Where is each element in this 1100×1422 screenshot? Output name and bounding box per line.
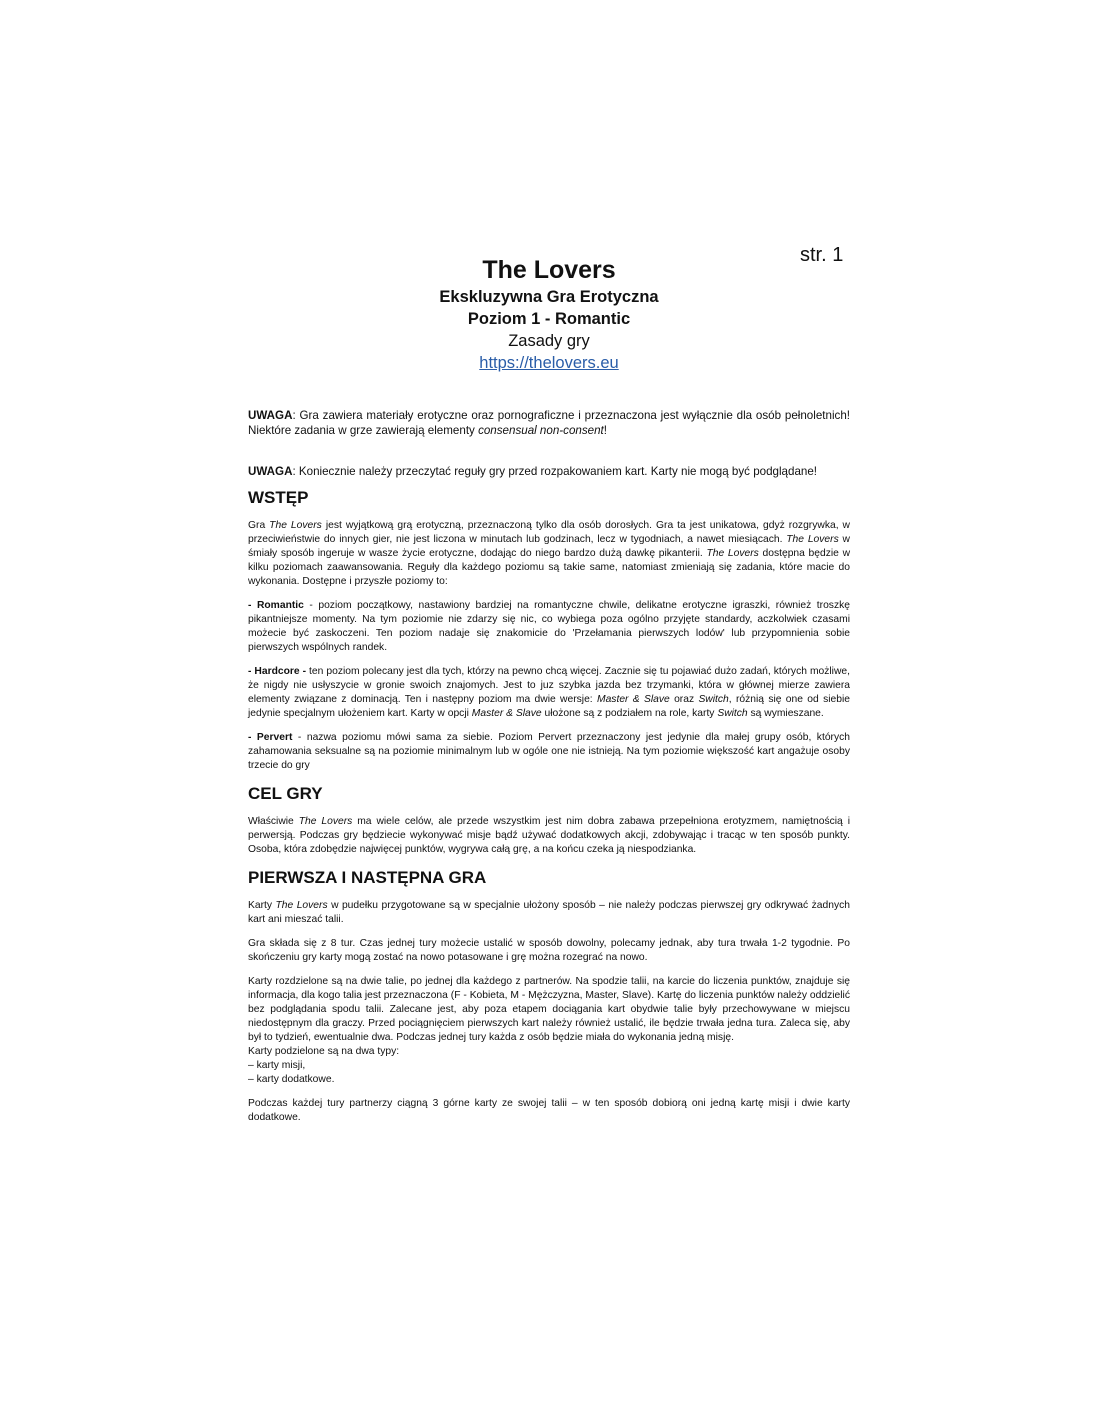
list-item: – karty dodatkowe. bbox=[248, 1074, 335, 1085]
text: Karty bbox=[248, 900, 276, 911]
text: Właściwie bbox=[248, 816, 299, 827]
card-types-list bbox=[248, 1045, 850, 1087]
text: ułożone są z podziałem na role, karty bbox=[541, 708, 718, 719]
game-name: The Lovers bbox=[298, 816, 353, 827]
decks-paragraph: Karty rozdzielone są na dwie talie, po jednej dla każdego z partnerów. Na spodzie talii, na karcie do liczenia punktów, znajduje się informacja, dla kogo talia jest przeznaczona (F - Kobieta, M - Mężczyzna, Master, Slave). Kartę do liczenia punktów należy oddzielić bez podglądania spodu talii. Zalecane jest, aby poza etapem dociągania kart obydwie talie były przechowywane w miejscu niedostępnym dla graczy. Przed pociągnięciem pierwszych kart należy również ustalić, ile będzie trwała jedna tura. Zaleca się, aby był to tydzień, ewentualnie dwa. Podczas jednej tury każda z osób będzie miała do wykonania jedną misję. bbox=[248, 976, 850, 1043]
level-romantic bbox=[248, 599, 850, 655]
level-hardcore bbox=[248, 665, 850, 721]
level-label: - Romantic bbox=[248, 600, 304, 611]
game-name: The Lovers bbox=[275, 900, 328, 911]
rules-label: Zasady gry bbox=[508, 332, 590, 350]
text: dostępna będzie w kilku poziomach zaawansowania. Reguły dla każdego poziomu są takie same, natomiast zmieniają się zadania, które macie do wykonania. Dostępne i przyszłe poziomy to: bbox=[248, 548, 851, 587]
text: - nazwa poziomu mówi sama za siebie. Poziom Pervert przeznaczony jest jedynie dla małej grupy osób, których zahamowania seksualne są na poziomie minimalnym lub w ogóle one nie istnieją. Na tym poziomie większość kart angażuje osoby trzecie do gry bbox=[248, 732, 850, 771]
level-subtitle: Poziom 1 - Romantic bbox=[467, 310, 631, 328]
warning-read-rules bbox=[248, 464, 850, 479]
text: jest wyjątkową grą erotyczną, przeznaczoną tylko dla osób dorosłych. Gra ta jest unikatowa, gdyż rozgrywka, w przeciwieństwie do innych gier, nie jest liczona w minutach lub godzinach, lecz w tygodniach, a nawet miesiącach. bbox=[248, 520, 850, 545]
text: - poziom początkowy, nastawiony bardziej na romantyczne chwile, delikatne erotyczne igraszki, również troszkę pikantniejsze momenty. Na tym poziomie nie zdarzy się nic, co wybiega poza ogólno przyjęte standardy, aczkolwiek czasami możecie być zaskoczeni. Ten poziom nadaje się znakomicie do 'Przełamania pierwszych lodów' lub przypomnienia sobie pierwszych wspólnych randek. bbox=[248, 600, 850, 653]
card-types-intro: Karty podzielone są na dwa typy: bbox=[248, 1046, 400, 1057]
warning-text: ! bbox=[603, 424, 607, 437]
text: ma wiele celów, ale przede wszystkim jest nim dobra zabawa przepełniona erotyzmem, namiętnością i perwersją. Podczas gry będziecie wykonywać misje bądź używać dodatkowych akcji, zdobywając i tracąc w ten sposób punkty. Osoba, która zdobędzie najwięcej punktów, wygrywa całą grę, a na końcu czeka ją niespodzianka. bbox=[248, 816, 850, 855]
warning-italic: consensual non-consent bbox=[478, 424, 604, 437]
level-pervert bbox=[248, 731, 850, 773]
warning-label: UWAGA bbox=[248, 409, 293, 422]
text: w pudełku przygotowane są w specjalnie ułożony sposób – nie należy podczas pierwszej gry odkrywać żadnych kart ani mieszać talii. bbox=[248, 900, 850, 925]
variant-name: Master & Slave bbox=[597, 694, 670, 705]
draw-paragraph: Podczas każdej tury partnerzy ciągną 3 górne karty ze swojej talii – w ten sposób dobiorą oni jedną kartę misji i dwie karty dodatkowe. bbox=[248, 1098, 850, 1123]
game-name: The Lovers bbox=[706, 548, 759, 559]
warning-label: UWAGA bbox=[248, 465, 293, 478]
level-label: - Hardcore - bbox=[248, 666, 307, 677]
text: ten poziom polecany jest dla tych, którzy na pewno chcą więcej. Zacznie się tu pojawiać dużo zadań, których możliwe, że nigdy nie usłyszycie w gronie swoich znajomych. Jest to juz szybka jazda bez trzymanki, która w głównej mierze zawiera elementy związane z dominacją. Ten i następny poziom ma dwie wersje: bbox=[248, 666, 850, 705]
turns-paragraph: Gra składa się z 8 tur. Czas jednej tury możecie ustalić w sposób dowolny, polecamy jednak, aby tura trwała 1-2 tygodnie. Po skończeniu gry karty mogą zostać na nowo potasowane i grę można rozegrać na nowo. bbox=[248, 938, 850, 963]
variant-name: Master & Slave bbox=[471, 708, 542, 719]
text: oraz bbox=[669, 694, 699, 705]
text: Gra bbox=[248, 520, 270, 531]
section-heading-goal: CEL GRY bbox=[248, 784, 323, 803]
text: , różnią się one od siebie jedynie specjalnym ułożeniem kart. Karty w opcji bbox=[248, 694, 850, 719]
warning-text: : Koniecznie należy przeczytać reguły gry przed rozpakowaniem kart. Karty nie mogą być podglądane! bbox=[292, 465, 818, 478]
text: są wymieszane. bbox=[747, 708, 824, 719]
game-name: The Lovers bbox=[269, 520, 322, 531]
level-label: - Pervert bbox=[248, 732, 293, 743]
text: w śmiały sposób ingeruje w wasze życie erotyczne, dodając do niego bardzo dużą dawkę pikanterii. bbox=[248, 534, 850, 559]
section-heading-first-game: PIERWSZA I NASTĘPNA GRA bbox=[248, 868, 487, 887]
game-name: The Lovers bbox=[786, 534, 839, 545]
variant-name: Switch bbox=[717, 708, 748, 719]
intro-paragraph bbox=[248, 519, 850, 589]
page-number: str. 1 bbox=[800, 244, 844, 266]
goal-paragraph bbox=[248, 815, 850, 857]
warning-text: : Gra zawiera materiały erotyczne oraz pornograficzne i przeznaczona jest wyłącznie dla osób pełnoletnich! Niektóre zadania w grze zawierają elementy bbox=[248, 409, 850, 437]
website-link[interactable]: https://thelovers.eu bbox=[479, 354, 619, 372]
variant-name: Switch bbox=[698, 694, 729, 705]
section-heading-intro: WSTĘP bbox=[248, 488, 309, 507]
document-body bbox=[248, 408, 850, 1135]
list-item: – karty misji, bbox=[248, 1060, 306, 1071]
document-header bbox=[248, 254, 850, 374]
document-title: The Lovers bbox=[482, 256, 616, 284]
warning-adult-content bbox=[248, 408, 850, 438]
document-subtitle: Ekskluzywna Gra Erotyczna bbox=[439, 288, 659, 306]
first-game-paragraph bbox=[248, 899, 850, 927]
